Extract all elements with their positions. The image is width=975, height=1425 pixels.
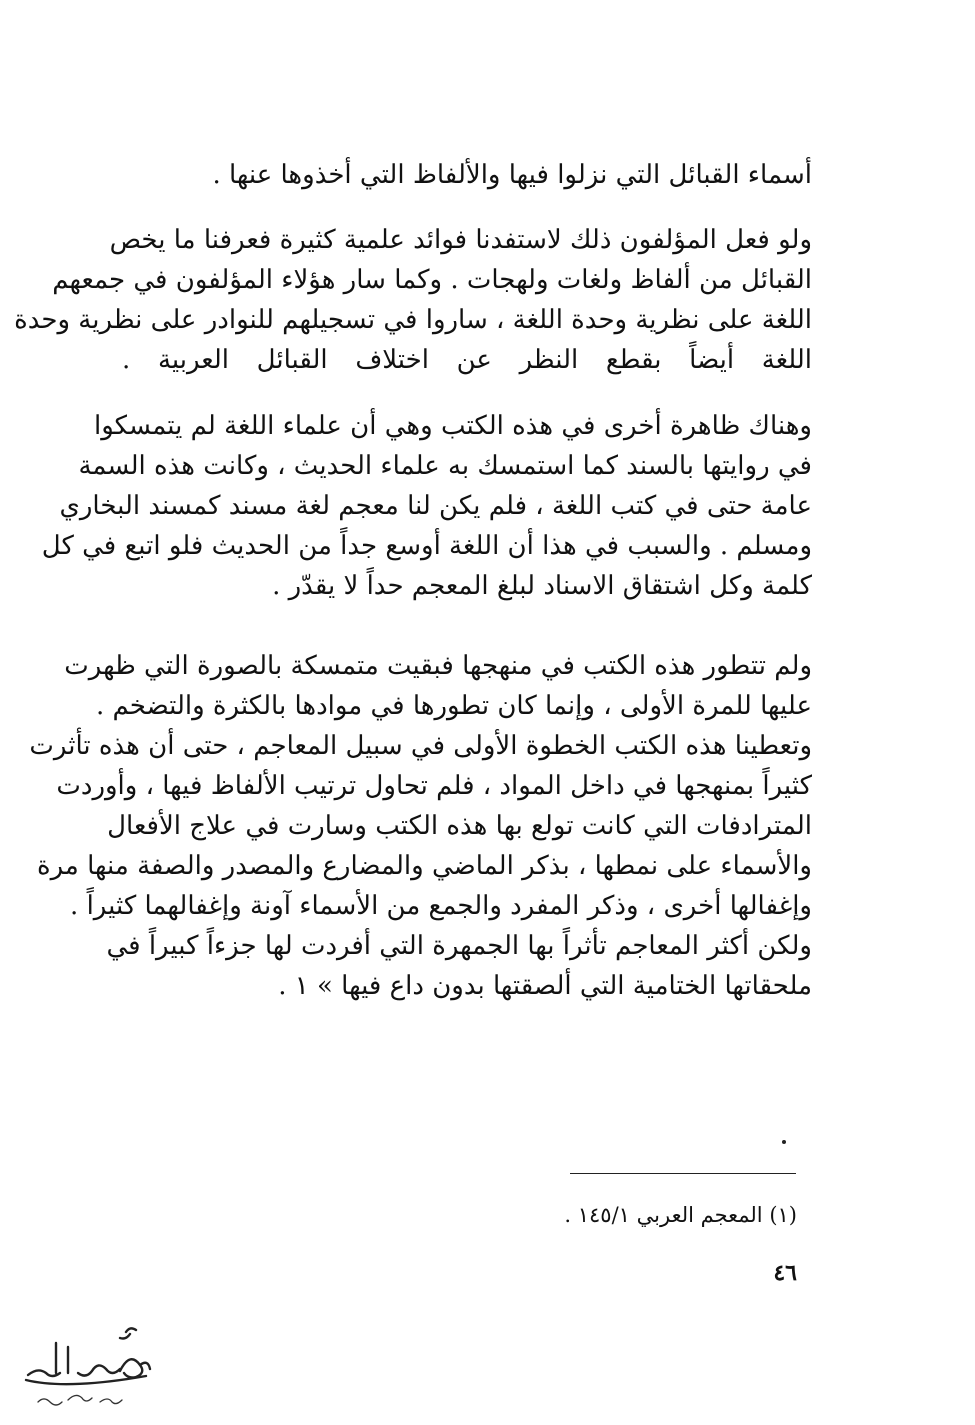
text-line: وهناك ظاهرة أخرى في هذه الكتب وهي أن علماء اللغة لم يتمسكوا <box>94 411 812 441</box>
text-line: ولكن أكثر المعاجم تأثراً بها الجمهرة التي أفردت لها جزءاً كبيراً في <box>106 931 812 961</box>
text-line: ملحقاتها الختامية التي ألصقتها بدون داع فيها » ١ . <box>278 971 812 1001</box>
text-line: عليها للمرة الأولى ، وإنما كان تطورها في موادها بالكثرة والتضخم . <box>95 691 812 721</box>
text-line: ولم تتطور هذه الكتب في منهجها فبقيت متمسكة بالصورة التي ظهرت <box>64 651 812 681</box>
text-line: في روايتها بالسند كما استمسك به علماء الحديث ، وكانت هذه السمة <box>78 451 812 481</box>
page-number: ٤٦ <box>773 1260 797 1286</box>
text-line: كلمة وكل اشتقاق الاسناد لبلغ المعجم حداً لا يقدّر . <box>272 571 812 601</box>
text-line: المترادفات التي كانت تولع بها هذه الكتب وسارت في علاج الأفعال <box>107 811 812 841</box>
text-line: وتعطينا هذه الكتب الخطوة الأولى في سبيل المعاجم ، حتى أن هذه تأثرت <box>29 731 812 761</box>
owner-stamp-logo <box>8 1320 168 1420</box>
text-line: أسماء القبائل التي نزلوا فيها والألفاظ التي أخذوها عنها . <box>212 160 812 190</box>
text-line: اللغة أيضاً بقطع النظر عن اختلاف القبائل العربية . <box>122 345 812 375</box>
stamp-graphic <box>8 1320 168 1420</box>
text-line: وإغفالها أخرى ، وذكر المفرد والجمع من الأسماء آونة وإغفالهما كثيراً . <box>70 891 812 921</box>
text-line: ومسلم . والسبب في هذا أن اللغة أوسع جداً من الحديث فلو اتبع في كل <box>41 531 812 561</box>
text-line: عامة حتى في كتب اللغة ، فلم يكن لنا معجم لغة مسند كمسند البخاري <box>59 491 812 521</box>
footnote: (١) المعجم العربي ١٤٥/١ . <box>564 1203 797 1227</box>
text-line: اللغة على نظرية وحدة اللغة ، ساروا في تسجيلهم للنوادر على نظرية وحدة <box>14 305 812 335</box>
text-line: ولو فعل المؤلفون ذلك لاستفدنا فوائد علمية كثيرة فعرفنا ما يخص <box>109 225 812 255</box>
footnote-separator <box>570 1173 796 1174</box>
text-line: والأسماء على نمطها ، بذكر الماضي والمضارع والمصدر والصفة منها مرة <box>36 851 812 881</box>
stray-dot <box>782 1140 786 1144</box>
text-line: القبائل من ألفاظ ولغات ولهجات . وكما سار هؤلاء المؤلفون في جمعهم <box>52 265 812 295</box>
text-line: كثيراً بمنهجها في داخل المواد ، فلم تحاول ترتيب الألفاظ فيها ، وأوردت <box>56 771 812 801</box>
